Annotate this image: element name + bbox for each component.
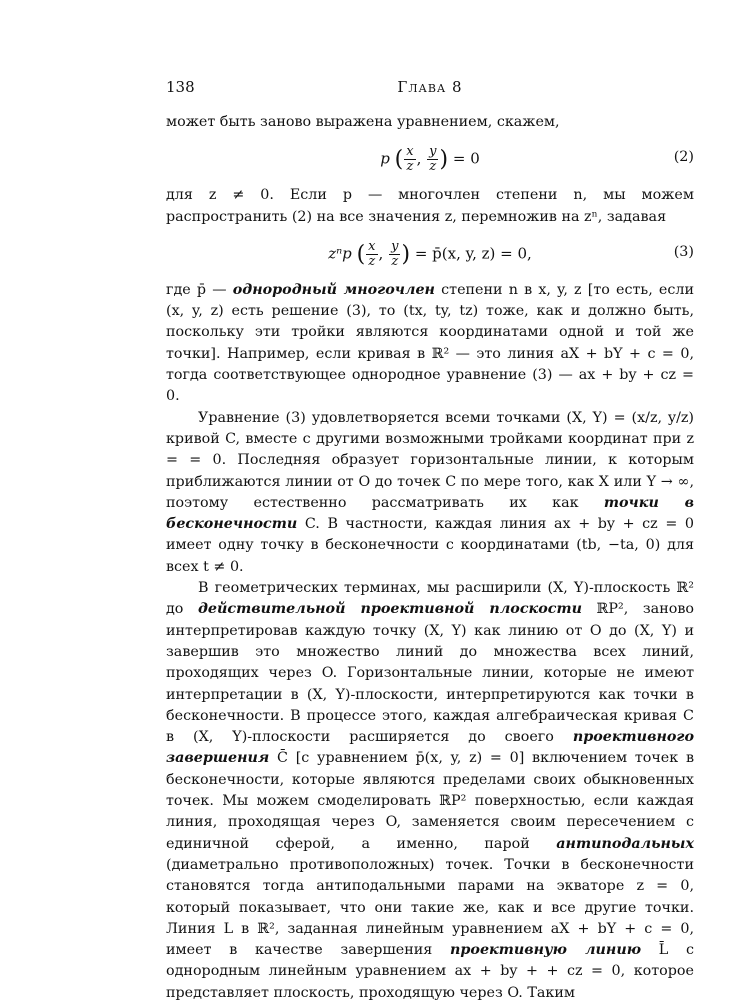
equation-2-body: p ( $\frac{x}{z}$ , $\frac{y}{z}$ ) = 0 <box>380 144 480 175</box>
running-head <box>166 78 694 100</box>
chapter-title: Глава 8 <box>397 78 463 96</box>
eq2-frac-y: $\frac{y}{z}$ <box>429 144 437 175</box>
equation-3 <box>166 232 694 272</box>
equation-2-number: (2) <box>673 149 694 166</box>
equation-3-number: (3) <box>673 243 694 260</box>
equation-2 <box>166 137 694 177</box>
term-projective-completion: проективного завершения <box>166 729 694 767</box>
term-points-at-infinity: точки в бесконечности <box>166 494 694 533</box>
term-homogeneous-polynomial: однородный многочлен <box>232 281 435 298</box>
eq2-rhs: = 0 <box>452 149 480 168</box>
term-projective-line: проективную линию <box>450 942 642 959</box>
eq3-rhs: = p̄(x, y, z) = 0, <box>414 244 532 263</box>
intro-line: может быть заново выражена уравнением, скажем, <box>166 114 560 130</box>
eq3-frac-y: $\frac{y}{z}$ <box>391 238 399 269</box>
eq2-frac-x: $\frac{x}{z}$ <box>406 144 414 175</box>
term-real-projective-plane: действительной проективной плоскости <box>197 601 582 618</box>
page-number: 138 <box>166 78 195 96</box>
eq3-frac-x: $\frac{x}{z}$ <box>368 238 376 269</box>
paragraph-3: Уравнение (3) удовлетворяется всеми точками (X, Y) = (x/z, y/z) кривой C, вместе с другими возможными тройками координат при z = = 0. Последняя образует горизонтальные линии, к которым приближаются линии от O до точек C по мере того, как X или Y → ∞, поэтому естественно рассматривать их как точки в бесконечности C. В частности, каждая линия ax + by + cz = 0 имеет одну точку в бесконечности с координатами (tb, −ta, 0) для всех t ≠ 0. <box>166 409 694 575</box>
paragraph-4: В геометрических терминах, мы расширили (X, Y)-плоскость ℝ² до действительной проективной плоскости ℝP², заново интерпретировав каждую точку (X, Y) как линию от O до (X, Y) и завершив это множество линий до множества всех линий, проходящих через O. Горизонтальные линии, которые не имеют интерпретации в (X, Y)-плоскости, интерпретируются как точки в бесконечности. В процессе этого, каждая алгебраическая кривая C в (X, Y)-плоскости расширяется до своего проективного завершения C̄ [с уравнением p̄(x, y, z) = 0] включением точек в бесконечности, которые являются пределами своих обыкновенных точек. Мы можем смоделировать ℝP² поверхностью, если каждая линия, проходящая через O, заменяется своим пересечением с единичной сферой, а именно, парой антиподальных (диаметрально противоположных) точек. Точки в бесконечности становятся тогда антиподальными парами на экваторе z = 0, который показывает, что они такие же, как и все другие точки. Линия L в ℝ², заданная линейным уравнением aX + bY + c = 0, имеет в качестве завершения проективную линию L̄ с однородным линейным уравнением ax + by + + cz = 0, которое представляет плоскость, проходящую через O. Таким <box>166 580 694 1001</box>
equation-3-body: zⁿp ( $\frac{x}{z}$ , $\frac{y}{z}$ ) = p̄(x, y, z) = 0, <box>328 238 532 269</box>
eq3-lhs: zⁿp <box>328 244 352 263</box>
paragraph-1: для z ≠ 0. Если p — многочлен степени n, мы можем распространить (2) на все значения z, перемножив на zⁿ, задавая <box>166 187 694 225</box>
eq2-p: p <box>380 149 390 168</box>
term-antipodal: антиподальных <box>556 835 694 852</box>
paragraph-2: где p̄ — однородный многочлен степени n в x, y, z [то есть, если (x, y, z) есть решение (3), то (tx, ty, tz) тоже, как и должно быть, поскольку эти тройки являются координатами одной и той же точки]. Например, если кривая в ℝ² — это линия aX + bY + c = 0, тогда соответствующее однородное уравнение (3) — ax + by + cz = 0. <box>166 281 694 405</box>
body-text <box>166 112 694 1004</box>
